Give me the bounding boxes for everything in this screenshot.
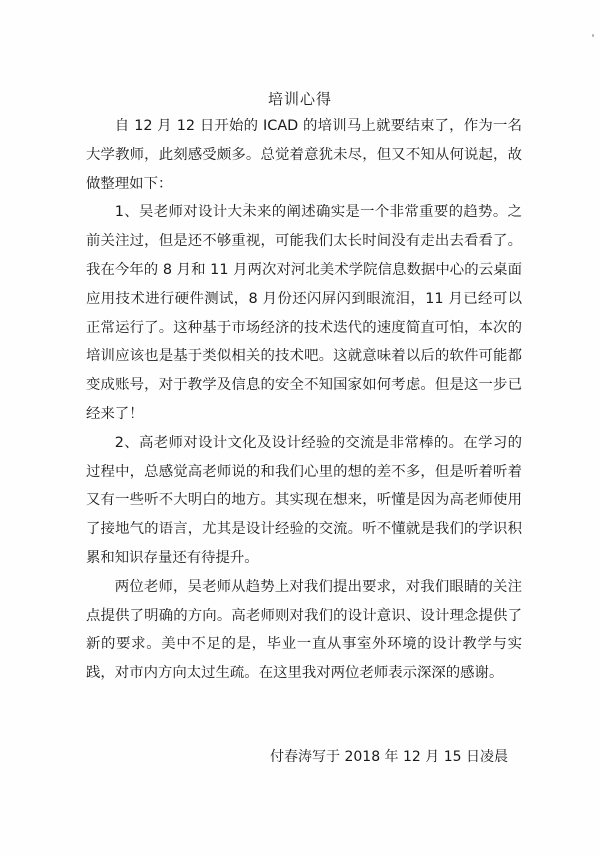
- summary-paragraph: 两位老师，吴老师从趋势上对我们提出要求，对我们眼睛的关注点提供了明确的方向。高老师则对我们的设计意识、设计理念提供了新的要求。美中不足的是，毕业一直从事室外环境的设计教学与实践，对市内方向太过生疏。在这里我对两位老师表示深深的感谢。: [86, 578, 522, 682]
- intro-paragraph: 自 12 月 12 日开始的 ICAD 的培训马上就要结束了，作为一名大学教师，此刻感受颇多。总觉着意犹未尽，但又不知从何说起，故做整理如下：: [86, 118, 522, 192]
- scan-speck: [592, 34, 594, 37]
- document-body: [86, 112, 522, 688]
- document-title: 培训心得: [267, 90, 332, 108]
- point-two-paragraph: 2、高老师对设计文化及设计经验的交流是非常棒的。在学习的过程中，总感觉高老师说的和我们心里的想的差不多，但是听着听着又有一些听不大明白的地方。其实现在想来，听懂是因为高老师使用了接地气的语言，尤其是设计经验的交流。听不懂就是我们的学识积累和知识存量还有待提升。: [86, 434, 522, 566]
- point-one-paragraph: 1、吴老师对设计大未来的阐述确实是一个非常重要的趋势。之前关注过，但是还不够重视，可能我们太长时间没有走出去看看了。我在今年的 8 月和 11 月两次对河北美术学院信息数据中心的云桌面应用技术进行硬件测试，8 月份还闪屏闪到眼流泪，11 月已经可以正常运行了。这种基于市场经济的技术迭代的速度简直可怕，本次的培训应该也是基于类似相关的技术吧。这就意味着以后的软件可能都变成账号，对于教学及信息的安全不知国家如何考虑。但是这一步已经来了！: [86, 204, 522, 422]
- signature-line: 付春涛写于 2018 年 12 月 15 日凌晨: [270, 749, 508, 765]
